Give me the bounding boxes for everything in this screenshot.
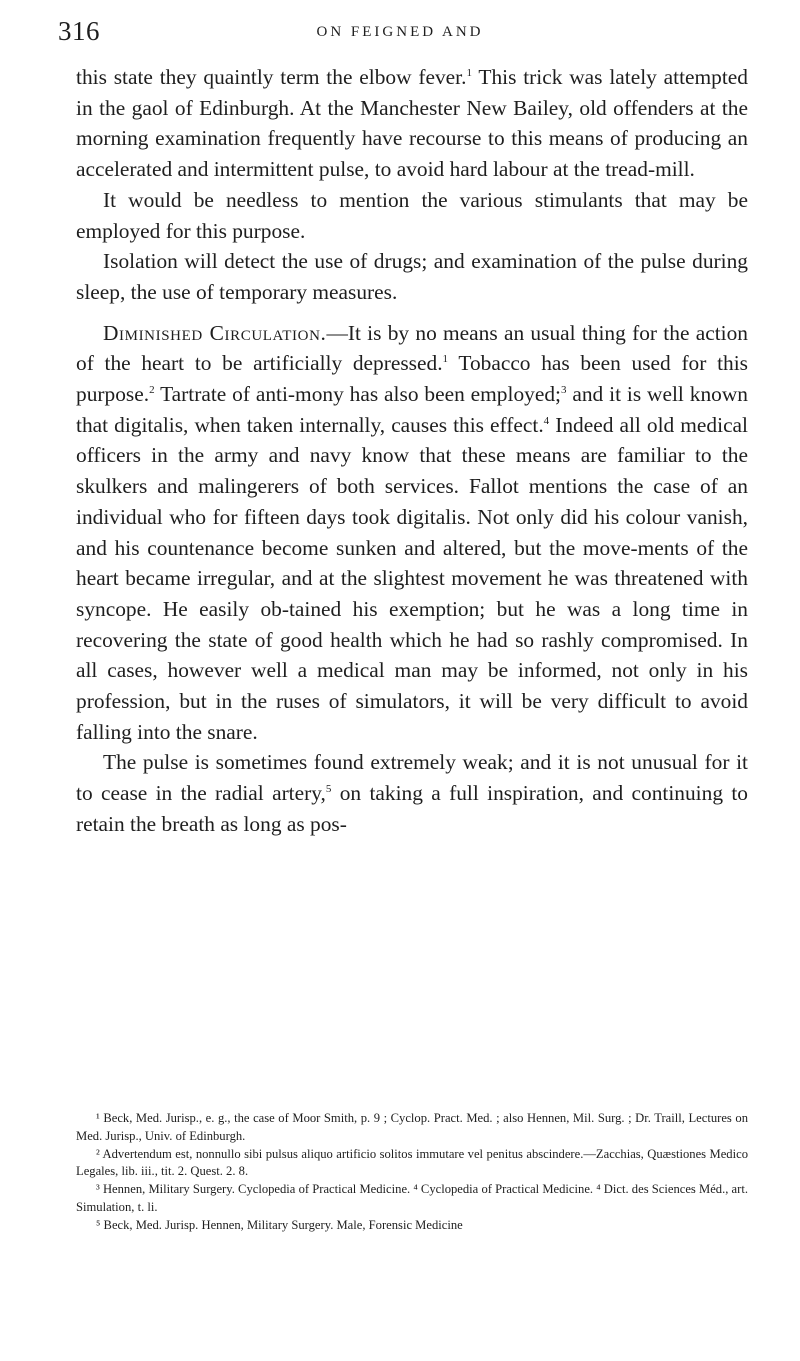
footnote: ² Advertendum est, nonnullo sibi pulsus aliquo artificio solitos immutare vel penitus abscindere.—Zacchias, Quæstiones Medico Legales, lib. iii., tit. 2. Quest. 2. 8. xyxy=(76,1146,748,1179)
section-heading: Diminished Circulation. xyxy=(103,320,327,345)
page-number: 316 xyxy=(58,16,100,46)
paragraph-diminished-circulation: Diminished Circulation.—It is by no means an usual thing for the action of the heart to be artificially depressed.$^1$ Tobacco has been used for this purpose.$^2$ Tartrate of anti-mony has also been employed;$^3$ and it is well known that digitalis, when taken internally, causes this effect.$^4$ Indeed all old medical officers in the army and navy know that these means are familiar to the skulkers and malingerers of both services. Fallot mentions the case of an individual who for fifteen days took digitalis. Not only did his colour vanish, and his countenance become sunken and altered, but the move-ments of the heart became irregular, and at the slightest movement he was threatened with syncope. He easily ob-tained his exemption; but he was a long time in recovering the state of good health which he had so rashly compromised. In all cases, however well a medical man may be informed, not only in his profession, but in the ruses of simulators, it will be very difficult to avoid falling into the snare. xyxy=(76,320,748,744)
footnotes xyxy=(76,1110,748,1235)
footnote-ref: 1 xyxy=(442,353,449,366)
footnote-ref: 4 xyxy=(543,414,550,427)
footnote: ³ Hennen, Military Surgery. Cyclopedia of Practical Medicine. ⁴ Cyclopedia of Practical Medicine. ⁴ Dict. des Sciences Méd., art. Simulation, t. li. xyxy=(76,1182,748,1214)
footnote-ref: 3 xyxy=(560,383,567,396)
paragraph-isolation: Isolation will detect the use of drugs; and examination of the pulse during sleep, the use of temporary measures. xyxy=(76,249,748,304)
body-text xyxy=(76,62,748,840)
running-head: ON FEIGNED AND xyxy=(316,24,484,40)
paragraph-elbow-fever: this state they quaintly term the elbow fever.$^1$ This trick was lately attempted in the gaol of Edinburgh. At the Manchester New Bailey, old offenders at the morning examination frequently have recourse to this means of producing an accelerated and intermittent pulse, to avoid hard labour at the tread-mill. xyxy=(76,65,748,182)
footnote-ref: 1 xyxy=(466,66,472,79)
footnote: ¹ Beck, Med. Jurisp., e. g., the case of Moor Smith, p. 9 ; Cyclop. Pract. Med. ; also Hennen, Mil. Surg. ; Dr. Traill, Lectures on Med. Jurisp., Univ. of Edinburgh. xyxy=(76,1111,748,1143)
footnote-ref: 2 xyxy=(149,383,155,396)
footnote: ⁵ Beck, Med. Jurisp. Hennen, Military Surgery. Male, Forensic Medicine xyxy=(96,1217,463,1232)
footnote-ref: 5 xyxy=(325,783,332,796)
paragraph-weak-pulse: The pulse is sometimes found extremely weak; and it is not unusual for it to cease in the radial artery,$^5$ on taking a full inspiration, and continuing to retain the breath as long as pos- xyxy=(76,750,748,836)
paragraph-stimulants: It would be needless to mention the various stimulants that may be employed for this purpose. xyxy=(76,187,748,243)
